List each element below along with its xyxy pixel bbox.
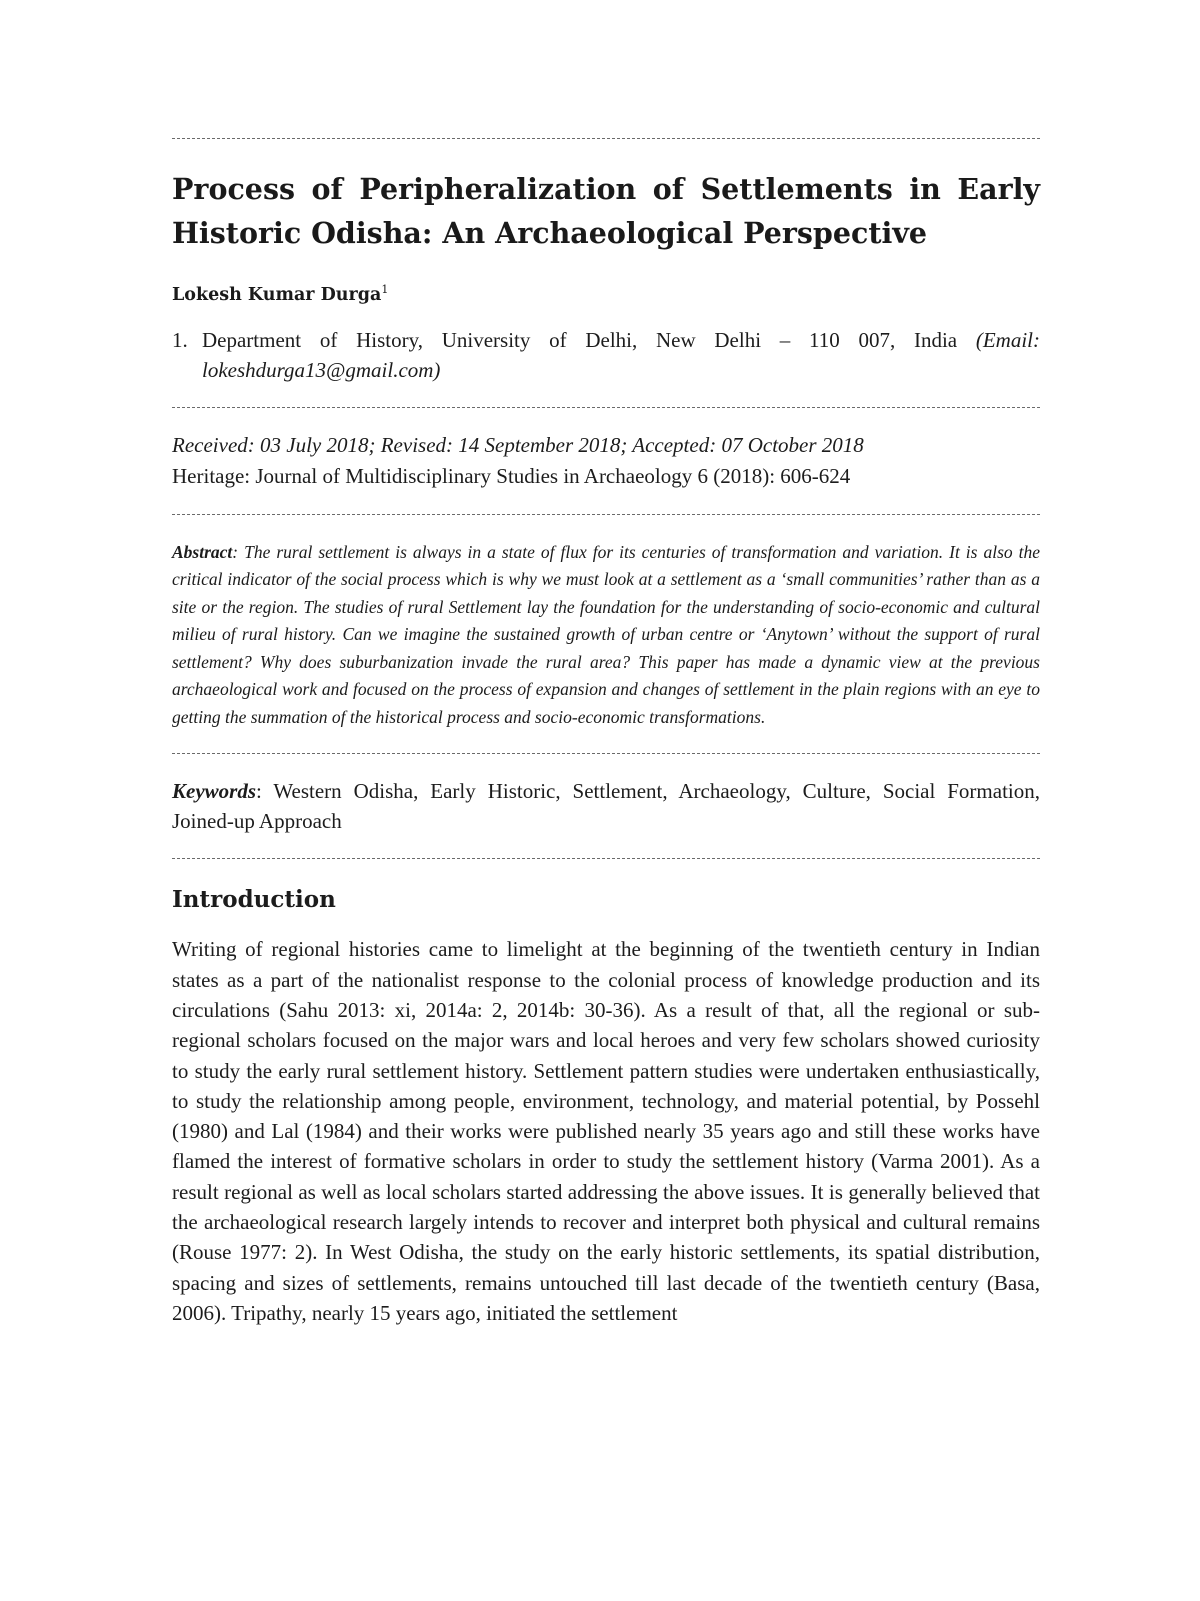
publication-info: [172, 430, 1040, 492]
keywords-text: : Western Odisha, Early Historic, Settlement, Archaeology, Culture, Social Formation, Joined-up Approach: [172, 779, 1040, 834]
affiliation-department: Department of History, University of Delhi, New Delhi – 110 007, India: [202, 327, 958, 352]
dates-line: Received: 03 July 2018; Revised: 14 September 2018; Accepted: 07 October 2018: [172, 432, 864, 457]
abstract-label: Abstract: [172, 541, 233, 562]
divider-after-affiliation: [172, 407, 1040, 408]
author-superscript: 1: [381, 283, 389, 296]
introduction-heading: Introduction: [172, 886, 336, 914]
introduction-paragraph: Writing of regional histories came to limelight at the beginning of the twentieth century in Indian states as a part of the nationalist response to the colonial process of knowledge production and its circulations (Sahu 2013: xi, 2014a: 2, 2014b: 30-36). As a result of that, all the regional or sub-regional scholars focused on the major wars and local heroes and very few scholars showed curiosity to study the early rural settlement history. Settlement pattern studies were undertaken enthusiastically, to study the relationship among people, environment, technology, and material potential, by Possehl (1980) and Lal (1984) and their works were published nearly 35 years ago and still these works have flamed the interest of formative scholars in order to study the settlement history (Varma 2001). As a result regional as well as local scholars started addressing the above issues. It is generally believed that the archaeological research largely intends to recover and interpret both physical and cultural remains (Rouse 1977: 2). In West Odisha, the study on the early historic settlements, its spatial distribution, spacing and sizes of settlements, remains untouched till last decade of the twentieth century (Basa, 2006). Tripathy, nearly 15 years ago, initiated the settlement: [172, 937, 1040, 1325]
abstract: [172, 539, 1040, 732]
article-page: [172, 138, 1040, 1349]
affiliation-mark: 1.: [172, 327, 188, 352]
top-divider: [172, 138, 1040, 139]
keywords: [172, 776, 1040, 836]
journal-line: Heritage: Journal of Multidisciplinary Studies in Archaeology 6 (2018): 606-624: [172, 463, 851, 488]
affiliation-email: (Email: lokeshdurga13@gmail.com): [202, 327, 1041, 382]
affiliation-text: [202, 325, 1040, 385]
keywords-label: Keywords: [172, 779, 256, 804]
divider-before-abstract: [172, 514, 1040, 515]
author-line: [172, 283, 1040, 305]
author-name: Lokesh Kumar Durga: [172, 284, 382, 305]
divider-before-keywords: [172, 753, 1040, 754]
abstract-text: : The rural settlement is always in a state of flux for its centuries of transformation and variation. It is also the critical indicator of the social process which is why we must look at a settlement as a ‘small communities’ rather than as a site or the region. The studies of rural Settlement lay the foundation for the understanding of socio-economic and cultural milieu of rural history. Can we imagine the sustained growth of urban centre or ‘Anytown’ without the support of rural settlement? Why does suburbanization invade the rural area? This paper has made a dynamic view at the previous archaeological work and focused on the process of expansion and changes of settlement in the plain regions with an eye to getting the summation of the historical process and socio-economic transformations.: [172, 541, 1040, 727]
affiliation: [172, 325, 1040, 385]
article-title: Process of Peripheralization of Settlements in Early Historic Odisha: An Archaeological Perspective: [172, 172, 1040, 250]
divider-before-introduction: [172, 858, 1040, 859]
